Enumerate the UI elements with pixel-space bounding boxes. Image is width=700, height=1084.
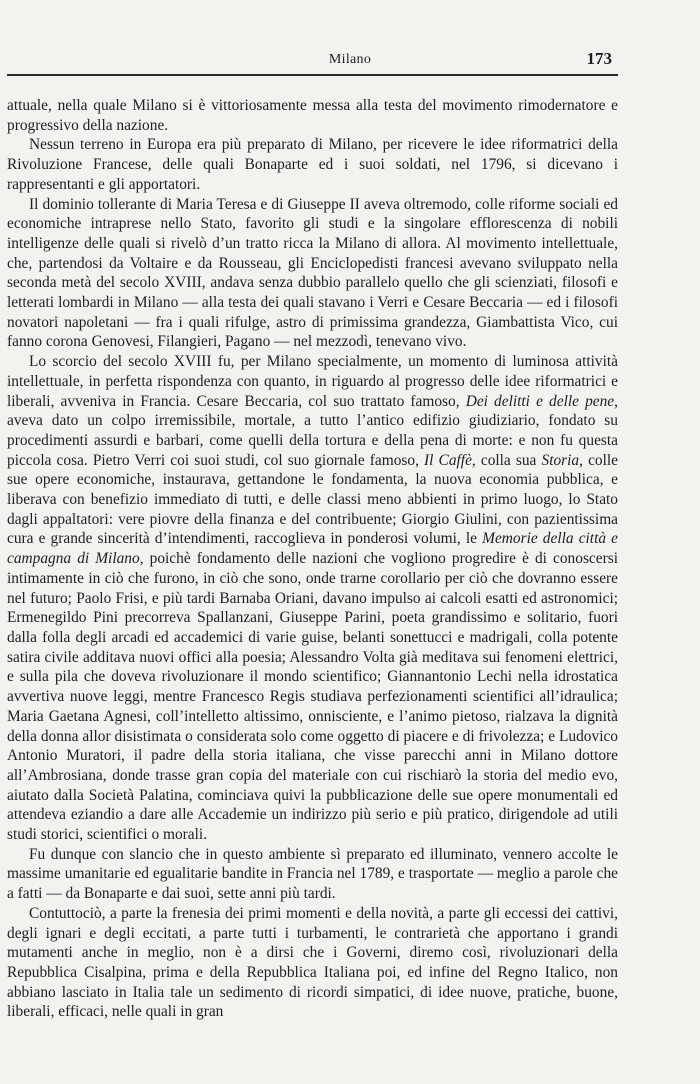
italic-title: Dei delitti e delle pene	[465, 392, 615, 410]
italic-title: Storia	[541, 451, 580, 469]
text-run: Il dominio tollerante di Maria Teresa e di Giuseppe II aveva oltremodo, colle riforme sociali ed economiche intraprese nello Stato, favorito gli studi e la singolare efflorescenza di nobili intelligenze delle quali si rivelò d’un tratto ricca la Milano di allora. Al movimento intellettuale, che, partendosi da Voltaire e da Rousseau, gli Enciclopedisti francesi avevano sviluppato nella seconda metà del secolo XVIII, andava senza dubbio parallelo quello che gli scienziati, filosofi e letterati lombardi in Milano — alla testa dei quali stavano i Verri e Cesare Beccaria — ed i filosofi novatori napoletani — fra i quali rifulge, astro di primissima grandezza, Giambattista Vico, cui fanno corona Genovesi, Filangieri, Pagano — nel mezzodì, tenevano vivo.	[7, 195, 618, 351]
text-run: Fu dunque con slancio che in questo ambiente sì preparato ed illuminato, vennero accolte le massime umanitarie ed egualitarie bandite in Francia nel 1789, e trasportate — meglio a parole che a fatti — da Bonaparte e dai suoi, sette anni più tardi.	[7, 845, 618, 903]
paragraph	[7, 904, 618, 1022]
italic-title: Il Caffè	[424, 451, 472, 469]
paragraph	[7, 195, 618, 353]
header-rule-line	[7, 74, 618, 76]
text-run: , colla sua	[471, 451, 542, 469]
text-run: Contuttociò, a parte la frenesia dei primi momenti e della novità, a parte gli eccessi dei cattivi, degli ignari e degli eccitati, a parte tutti i turbamenti, le contrarietà che apportano i grandi mutamenti anche in meglio, non è a dirsi che i Governi, diremo così, rivoluzionari della Repubblica Cisalpina, prima e della Repubblica Italiana poi, ed infine del Regno Italico, non abbiano lasciato in Italia tale un sedimento di ricordi simpatici, di idee nuove, pratiche, buone, liberali, efficaci, nelle quali in gran	[7, 904, 618, 1021]
page-number: 173	[586, 49, 612, 68]
text-run: , poichè fondamento delle nazioni che vogliono progredire è di conoscersi intimamente in ciò che furono, in ciò che sono, onde trarne corollario per ciò che dovranno essere nel futuro; Paolo Frisi, e più tardi Barnaba Oriani, davano impulso ai calcoli esatti ed astronomici; Ermenegildo Pini precorreva Spallanzani, Giuseppe Parini, poeta grandissimo e solitario, fuori dalla folla degli arcadi ed accademici di varie guise, belanti sonettucci e madrigali, colla potente satira civile additava nuovi offici alla poesia; Alessandro Volta già meditava sui fenomeni elettrici, e sulla pila che doveva rivoluzionare il mondo scientifico; Giannantonio Lechi nella idrostatica avvertiva nuove leggi, mentre Francesco Regis studiava perfezionamenti scientifici all’idraulica; Maria Gaetana Agnesi, coll’intelletto altissimo, onnisciente, e l’animo pietoso, rialzava la dignità della donna allor disistimata o considerata solo come oggetto di piacere e di frivolezza; e Ludovico Antonio Muratori, il padre della storia italiana, che visse parecchi anni in Milano dottore all’Ambrosiana, donde trasse gran copia del materiale con cui rischiarò la storia del medio evo, aiutato dalla Società Palatina, cominciava quivi la pubblicazione delle sue opere monumentali ed attendeva eziandio a dare alle Accademie un indirizzo più serio e più pratico, dirigendole ad utili studi storici, scientifici o morali.	[7, 550, 618, 844]
text-run: , aveva dato un colpo irremissibile, mortale, a tutto l’antico edifizio giudiziario, fondato su procedimenti assurdi e barbari, come quelli della tortura e della pena di morte: e non fu questa piccola cosa. Pietro Verri coi suoi studi, col suo giornale famoso,	[7, 392, 618, 469]
text-run: Lo scorcio del secolo XVIII fu, per Milano specialmente, un momento di luminosa attività intellettuale, in perfetta rispondenza con quanto, in riguardo al progresso delle idee riformatrici e liberali, avveniva in Francia. Cesare Beccaria, col suo trattato famoso,	[7, 353, 618, 410]
text-run: attuale, nella quale Milano si è vittoriosamente messa alla testa del movimento rimodernatore e progressivo della nazione.	[7, 97, 618, 134]
paragraph	[7, 352, 618, 845]
italic-title: Memorie della città e campagna di Milano	[7, 530, 618, 568]
running-title: Milano	[328, 52, 372, 67]
body-text	[7, 96, 618, 1022]
paragraph	[7, 96, 618, 135]
paragraph	[7, 135, 618, 194]
paragraph	[7, 845, 618, 904]
text-run: , colle sue opere economiche, instaurava, gettandone le fondamenta, la nuova economia pubblica, e liberava con benefizio immediato di tutti, e delle classi meno abbienti in primo luogo, lo Stato dagli appaltatori: vere piovre della finanza e del contribuente; Giorgio Giulini, con pazientissima cura e grande sincerità d’intendimenti, raccoglieva in ponderosi volumi, le	[7, 451, 619, 548]
text-run: Nessun terreno in Europa era più preparato di Milano, per ricevere le idee riformatrici della Rivoluzione Francese, delle quali Bonaparte ed i suoi soldati, nel 1796, si dicevano i rappresentanti e gli apportatori.	[7, 136, 618, 193]
